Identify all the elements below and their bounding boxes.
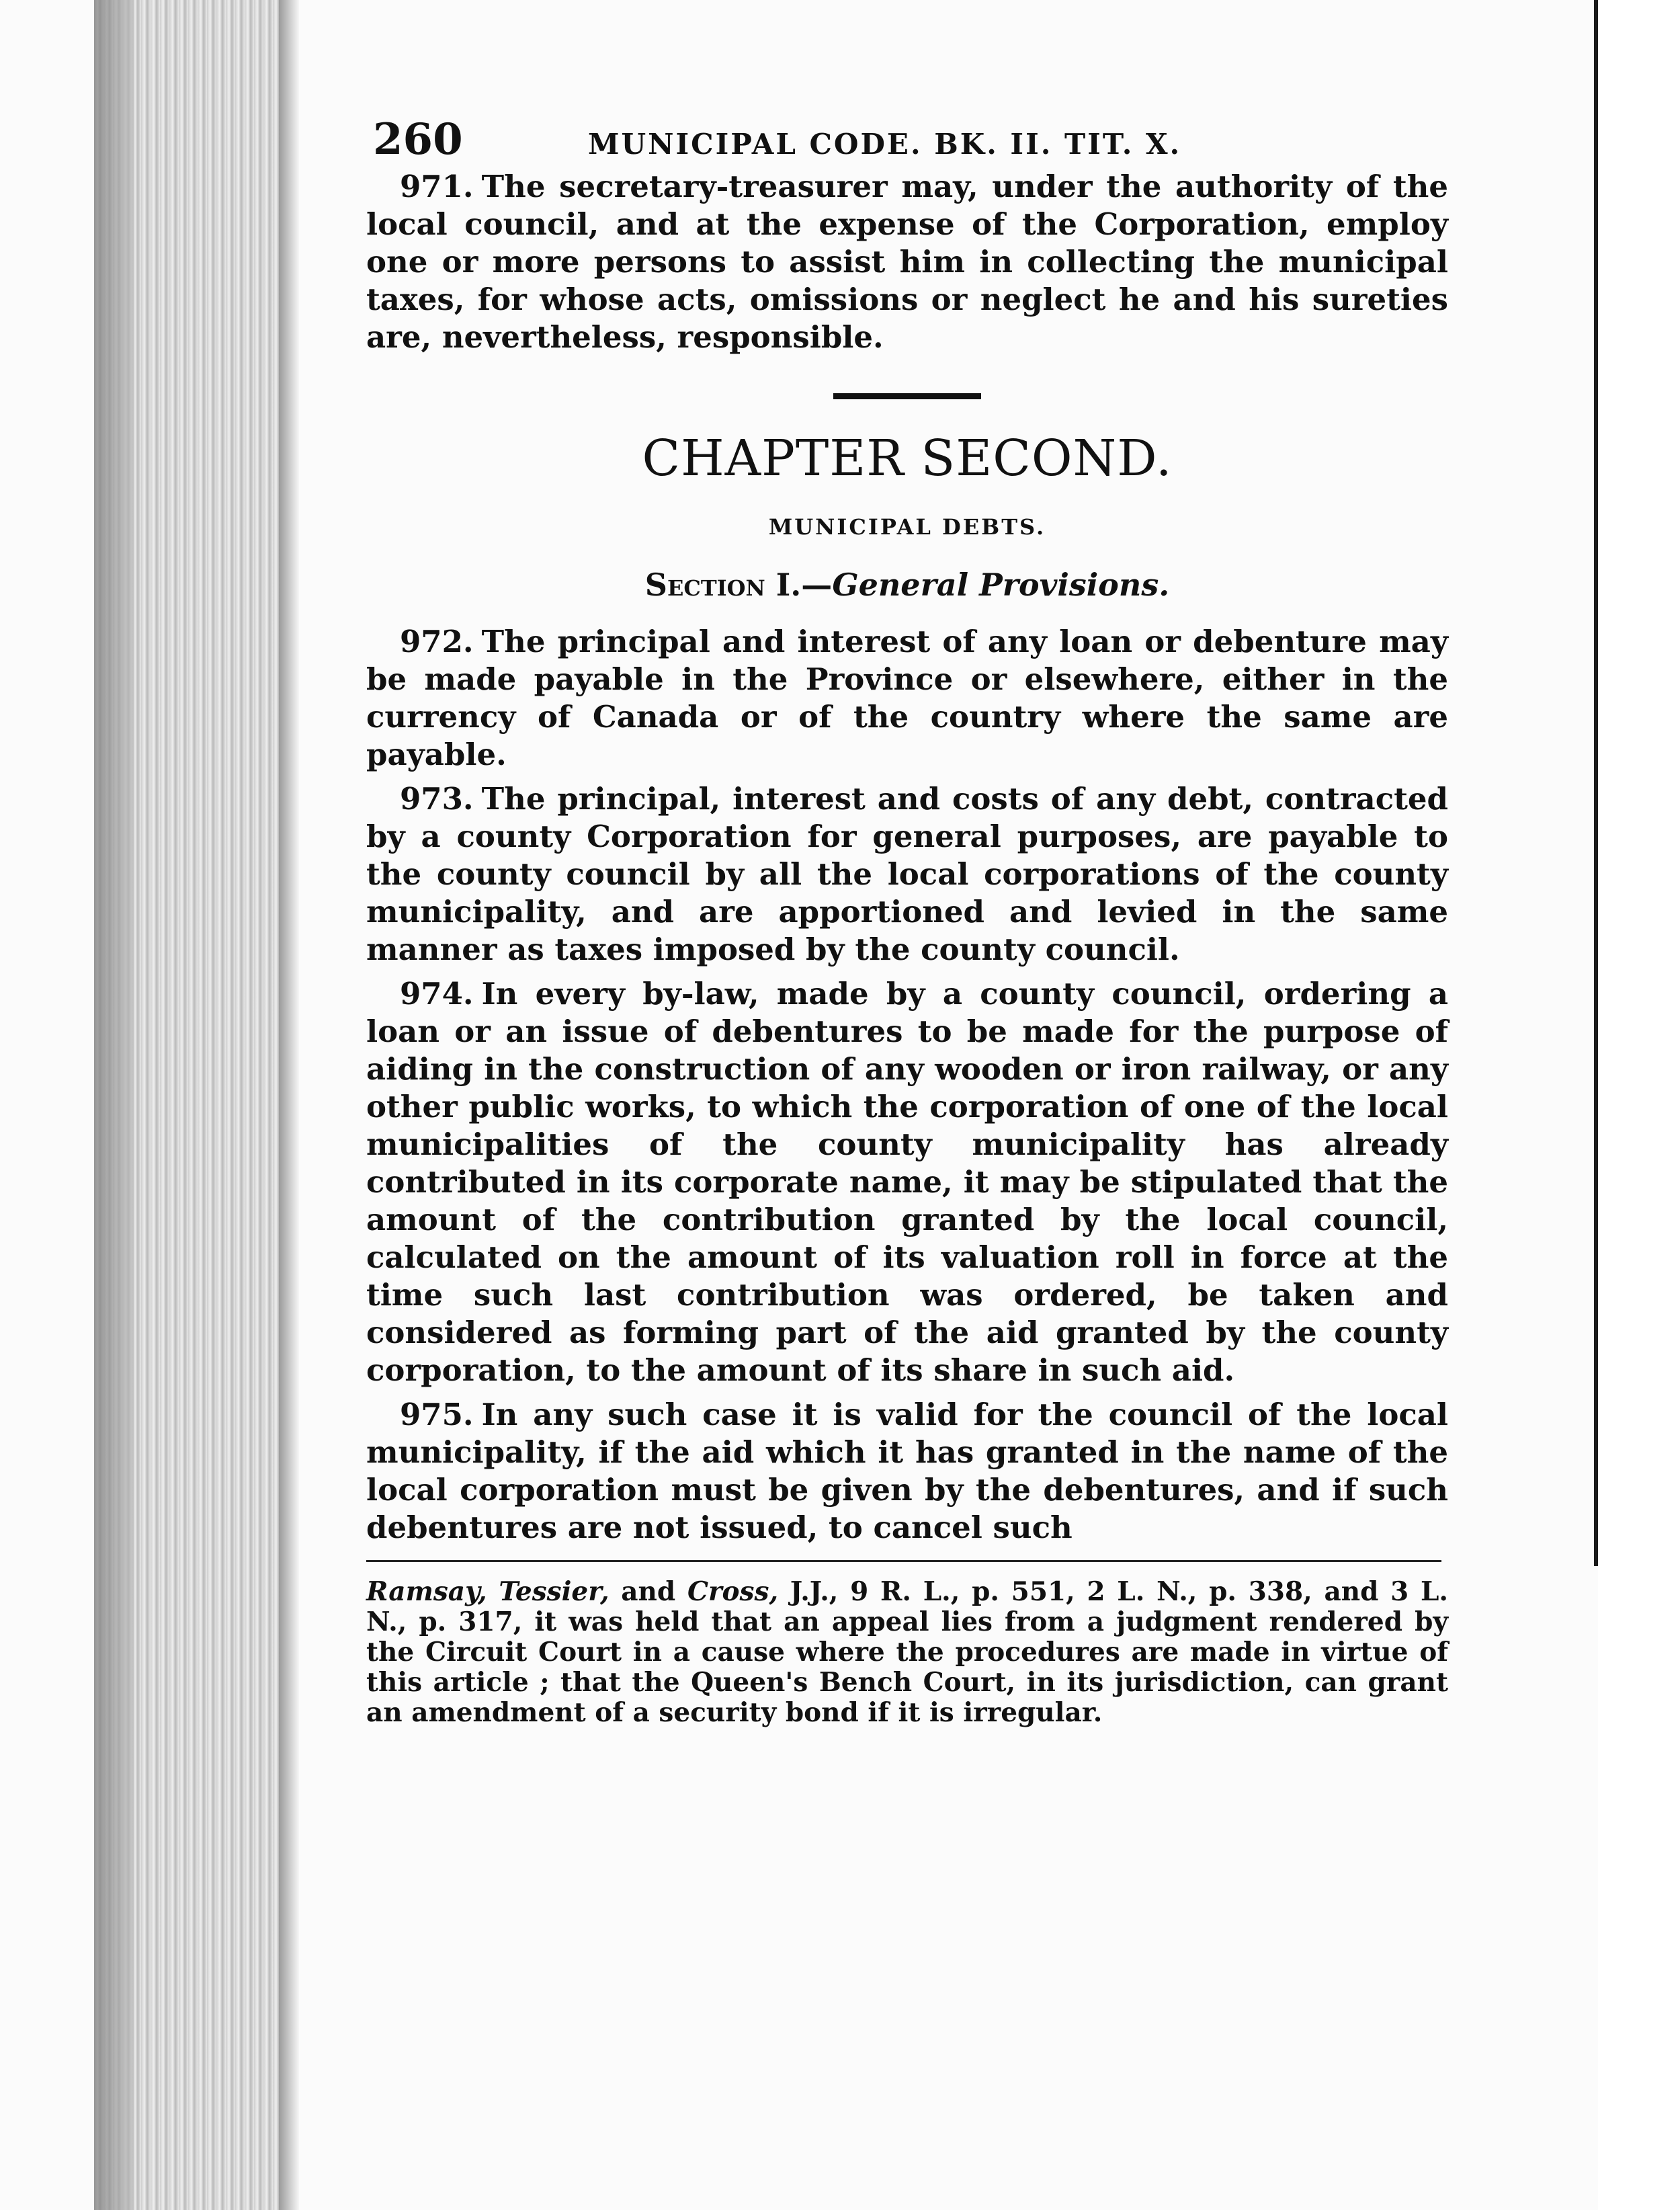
article-number: 971. [400,169,474,204]
article-text: The principal, interest and costs of any debt, contracted by a county Corporation for general purposes, are payable to the county council by all the local corporations of the county municipality, and are apportioned and levied in the same manner as taxes imposed by the county council. [366,781,1448,967]
running-title: MUNICIPAL CODE. BK. II. TIT. X. [588,128,1182,161]
article-975 [366,1396,1448,1547]
footnote-judges: Ramsay, Tessier, [366,1576,610,1607]
article-971 [366,168,1448,356]
article-972 [366,623,1448,774]
article-number: 972. [400,624,474,659]
gutter-shadow [279,0,299,2210]
article-973 [366,780,1448,969]
page-content [366,108,1448,1728]
section-heading [366,567,1448,603]
section-title: General Provisions. [832,567,1170,603]
footnote-rule [366,1560,1441,1562]
article-text: The principal and interest of any loan or debenture may be made payable in the Province or elsewhere, either in the currency of Canada or of the country where the same are payable. [366,624,1448,772]
article-number: 974. [400,976,474,1012]
article-number: 975. [400,1397,474,1432]
chapter-title: CHAPTER SECOND. [642,429,1173,487]
binding-shadow [94,0,134,2210]
section-label: Section I.— [644,567,833,603]
article-974 [366,975,1448,1389]
article-number: 973. [400,781,474,817]
chapter-divider [833,393,981,399]
footnote-and: and [609,1576,687,1607]
footnote [366,1577,1448,1728]
article-text: In any such case it is valid for the council of the local municipality, if the aid which it has granted in the name of the local corporation must be given by the debentures, and if such debentures are not issued, to cancel such [366,1397,1448,1545]
article-text: The secretary-treasurer may, under the authority of the local council, and at the expense of the Corporation, employ one or more persons to assist him in collecting the municipal taxes, for whose acts, omissions or neglect he and his sureties are, nevertheless, responsible. [366,169,1448,355]
chapter-subject: MUNICIPAL DEBTS. [768,514,1046,540]
footnote-text: J.J., 9 R. L., p. 551, 2 L. N., p. 338, and 3 L. N., p. 317, it was held that an appeal lies from a judgment rendered by the Circuit Court in a cause where the procedures are made in virtue of this article ; that the Queen's Bench Court, in its jurisdiction, can grant an amendment of a security bond if it is irregular. [366,1576,1449,1728]
page-number: 260 [373,114,463,165]
right-margin-strip [1598,0,1680,2210]
footnote-cross: Cross, [687,1576,779,1607]
running-head [366,108,1448,168]
article-text: In every by-law, made by a county council, ordering a loan or an issue of debentures to be made for the purpose of aiding in the construction of any wooden or iron railway, or any other public works, to which the corporation of one of the local municipalities of the county municipality has already contributed in its corporate name, it may be stipulated that the amount of the contribution granted by the local council, calculated on the amount of its valuation roll in force at the time such last contribution was ordered, be taken and considered as forming part of the aid granted by the county corporation, to the amount of its share in such aid. [366,976,1448,1388]
